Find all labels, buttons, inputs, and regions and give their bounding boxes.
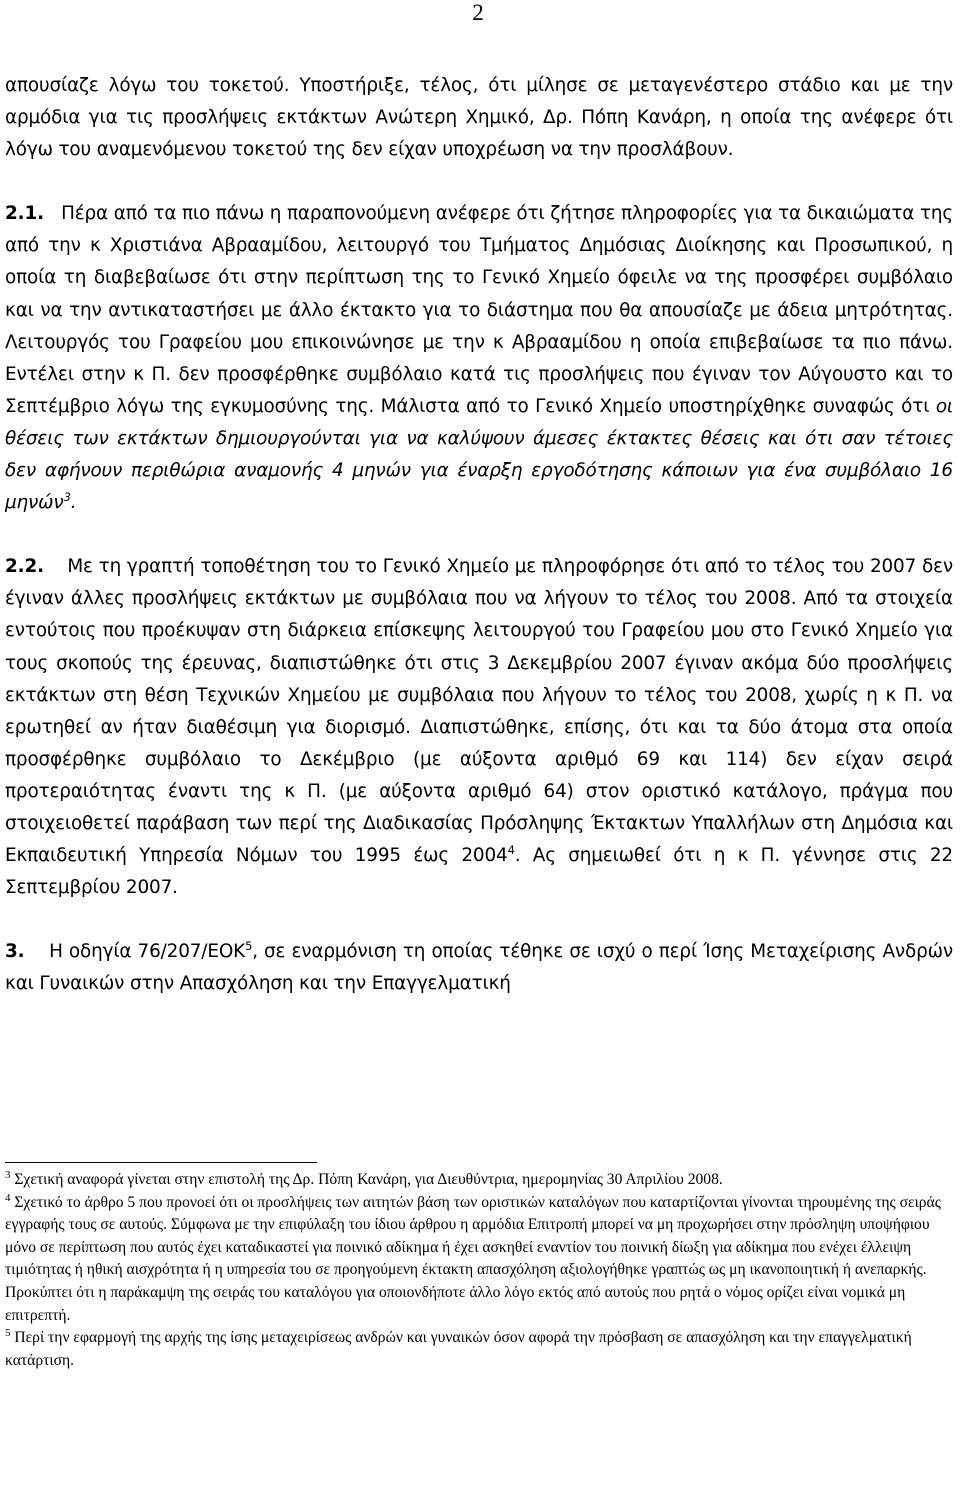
footnote-3 [5, 1169, 953, 1192]
footnote-5 [5, 1327, 953, 1372]
section-number-3: 3. [5, 941, 25, 963]
paragraph-2-1 [5, 198, 953, 519]
paragraph-3 [5, 936, 953, 1000]
footnote-text: Περί την εφαρμογή της αρχής της ίσης μεταχειρίσεως ανδρών και γυναικών όσον αφορά την πρόσβαση σε απασχόληση και την επαγγελματική κατάρτιση. [5, 1329, 912, 1369]
footnote-marker: 3 [5, 1168, 11, 1181]
footnotes [5, 1169, 953, 1372]
paragraph-2-2-text: Με τη γραπτή τοποθέτηση του το Γενικό Χημείο με πληροφόρησε ότι από το τέλος του 2007 δεν έγιναν άλλες προσλήψεις εκτάκτων με συμβόλαια που να λήγουν το τέλος του 2008. Από τα στοιχεία εντούτοις που προέκυψαν στη διάρκεια επίσκεψης λειτουργού του Γραφείου μου στο Γενικό Χημείο για τους σκοπούς της έρευνας, διαπιστώθηκε ότι στις 3 Δεκεμβρίου 2007 έγιναν ακόμα δύο προσλήψεις εκτάκτων στη θέση Τεχνικών Χημείου με συμβόλαια που λήγουν το τέλος του 2008, χωρίς η κ Π. να ερωτηθεί αν ήταν διαθέσιμη για διορισμό. Διαπιστώθηκε, επίσης, ότι και τα δύο άτομα στα οποία προσφέρθηκε συμβόλαιο το Δεκέμβριο (με αύξοντα αριθμό 69 και 114) δεν είχαν σειρά προτεραιότητας έναντι της κ Π. (με αύξοντα αριθμό 64) στον οριστικό κατάλογο, πράγμα που στοιχειοθετεί παράβαση των περί της Διαδικασίας Πρόσληψης Έκτακτων Υπαλλήλων στη Δημόσια και Εκπαιδευτική Υπηρεσία Νόμων του 1995 έως 2004 [5, 556, 953, 867]
paragraph-2-2-end: . Ας σημειωθεί ότι η κ Π. γέννησε στις 22 Σεπτεμβρίου 2007. [5, 845, 953, 899]
footnote-ref-3: 3 [63, 490, 71, 504]
page-number: 2 [472, 0, 484, 25]
footnote-text: Σχετικό το άρθρο 5 που προνοεί ότι οι προσλήψεις των αιτητών βάση των οριστικών καταλόγων που καταρτίζονται γίνονται τηρουμένης της σειράς εγγραφής τους σε αυτούς. Σύμφωνα με την επιφύλαξη του ίδιου άρθρου η αρμόδια Επιτροπή μπορεί να μη προχωρήσει στην πρόσληψη υποψήφιου μόνο σε περίπτωση που αυτός έχει καταδικαστεί για ποινικό αδίκημα ή έχει ασκηθεί εναντίον του ποινική δίωξη για αδίκημα που ενέχει έλλειψη τιμιότητας ή ηθική αισχρότητα ή η υπηρεσία του σε προηγούμενη έκτακτη απασχόληση αξιολογήθηκε γραπτώς ως μη ικανοποιητική ή ανεπαρκής. Προκύπτει ότι η παράκαμψη της σειράς του καταλόγου για οποιονδήποτε άλλο λόγο εκτός από αυτούς που ρητά ο νόμος ορίζει είναι νομικά μη επιτρεπτή. [5, 1193, 941, 1324]
footnote-text: Σχετική αναφορά γίνεται στην επιστολή της Δρ. Πόπη Κανάρη, για Διευθύντρια, ημερομηνίας 30 Απριλίου 2008. [14, 1171, 723, 1188]
footnote-separator [5, 1162, 317, 1163]
paragraph-2-1-end: . [70, 492, 77, 514]
section-number-2-2: 2.2. [5, 556, 44, 578]
footnote-marker: 5 [5, 1326, 11, 1339]
footnote-marker: 4 [5, 1191, 11, 1204]
footnote-4 [5, 1192, 953, 1328]
paragraph-2-1-quote: οι θέσεις των εκτάκτων δημιουργούνται για να καλύψουν άμεσες έκτακτες θέσεις και ότι σαν τέτοιες δεν αφήνουν περιθώρια αναμονής 4 μηνών για έναρξη εργοδότησης κάποιων για ένα συμβόλαιο 16 μηνών [5, 395, 953, 514]
paragraph-intro: απουσίαζε λόγω του τοκετού. Υποστήριξε, τέλος, ότι μίλησε σε μεταγενέστερο στάδιο και με την αρμόδια για τις προσλήψεις εκτάκτων Ανώτερη Χημικό, Δρ. Πόπη Κανάρη, η οποία της ανέφερε ότι λόγω του αναμενόμενου τοκετού της δεν είχαν υποχρέωση να την προσλάβουν. [5, 75, 953, 161]
footnote-ref-5: 5 [245, 939, 253, 954]
footnote-ref-4: 4 [507, 842, 515, 857]
paragraph-3-text-b: , σε εναρμόνιση τη οποίας τέθηκε σε ισχύ ο περί Ίσης Μεταχείρισης Ανδρών και Γυναικών στην Απασχόληση και την Επαγγελματική [5, 941, 953, 995]
paragraph-3-text-a: Η οδηγία 76/207/ΕΟΚ [49, 941, 246, 963]
document-body [5, 70, 953, 1000]
section-number-2-1: 2.1. [5, 203, 44, 225]
paragraph-2-2 [5, 551, 953, 904]
paragraph-2-1-text: Πέρα από τα πιο πάνω η παραπονούμενη ανέφερε ότι ζήτησε πληροφορίες για τα δικαιώματα της από την κ Χριστιάνα Αβρααμίδου, λειτουργό του Τμήματος Δημόσιας Διοίκησης και Προσωπικού, η οποία τη διαβεβαίωσε ότι στην περίπτωση της το Γενικό Χημείο όφειλε να της προσφέρει συμβόλαιο και να την αντικαταστήσει με άλλο έκτακτο για το διάστημα που θα απουσίαζε με άδεια μητρότητας. Λειτουργός του Γραφείου μου επικοινώνησε με την κ Αβρααμίδου η οποία επιβεβαίωσε τα πιο πάνω. Εντέλει στην κ Π. δεν προσφέρθηκε συμβόλαιο κατά τις προσλήψεις που έγιναν τον Αύγουστο και το Σεπτέμβριο λόγω της εγκυμοσύνης της. Μάλιστα από το Γενικό Χημείο υποστηρίχθηκε συναφώς ότι [5, 203, 954, 417]
